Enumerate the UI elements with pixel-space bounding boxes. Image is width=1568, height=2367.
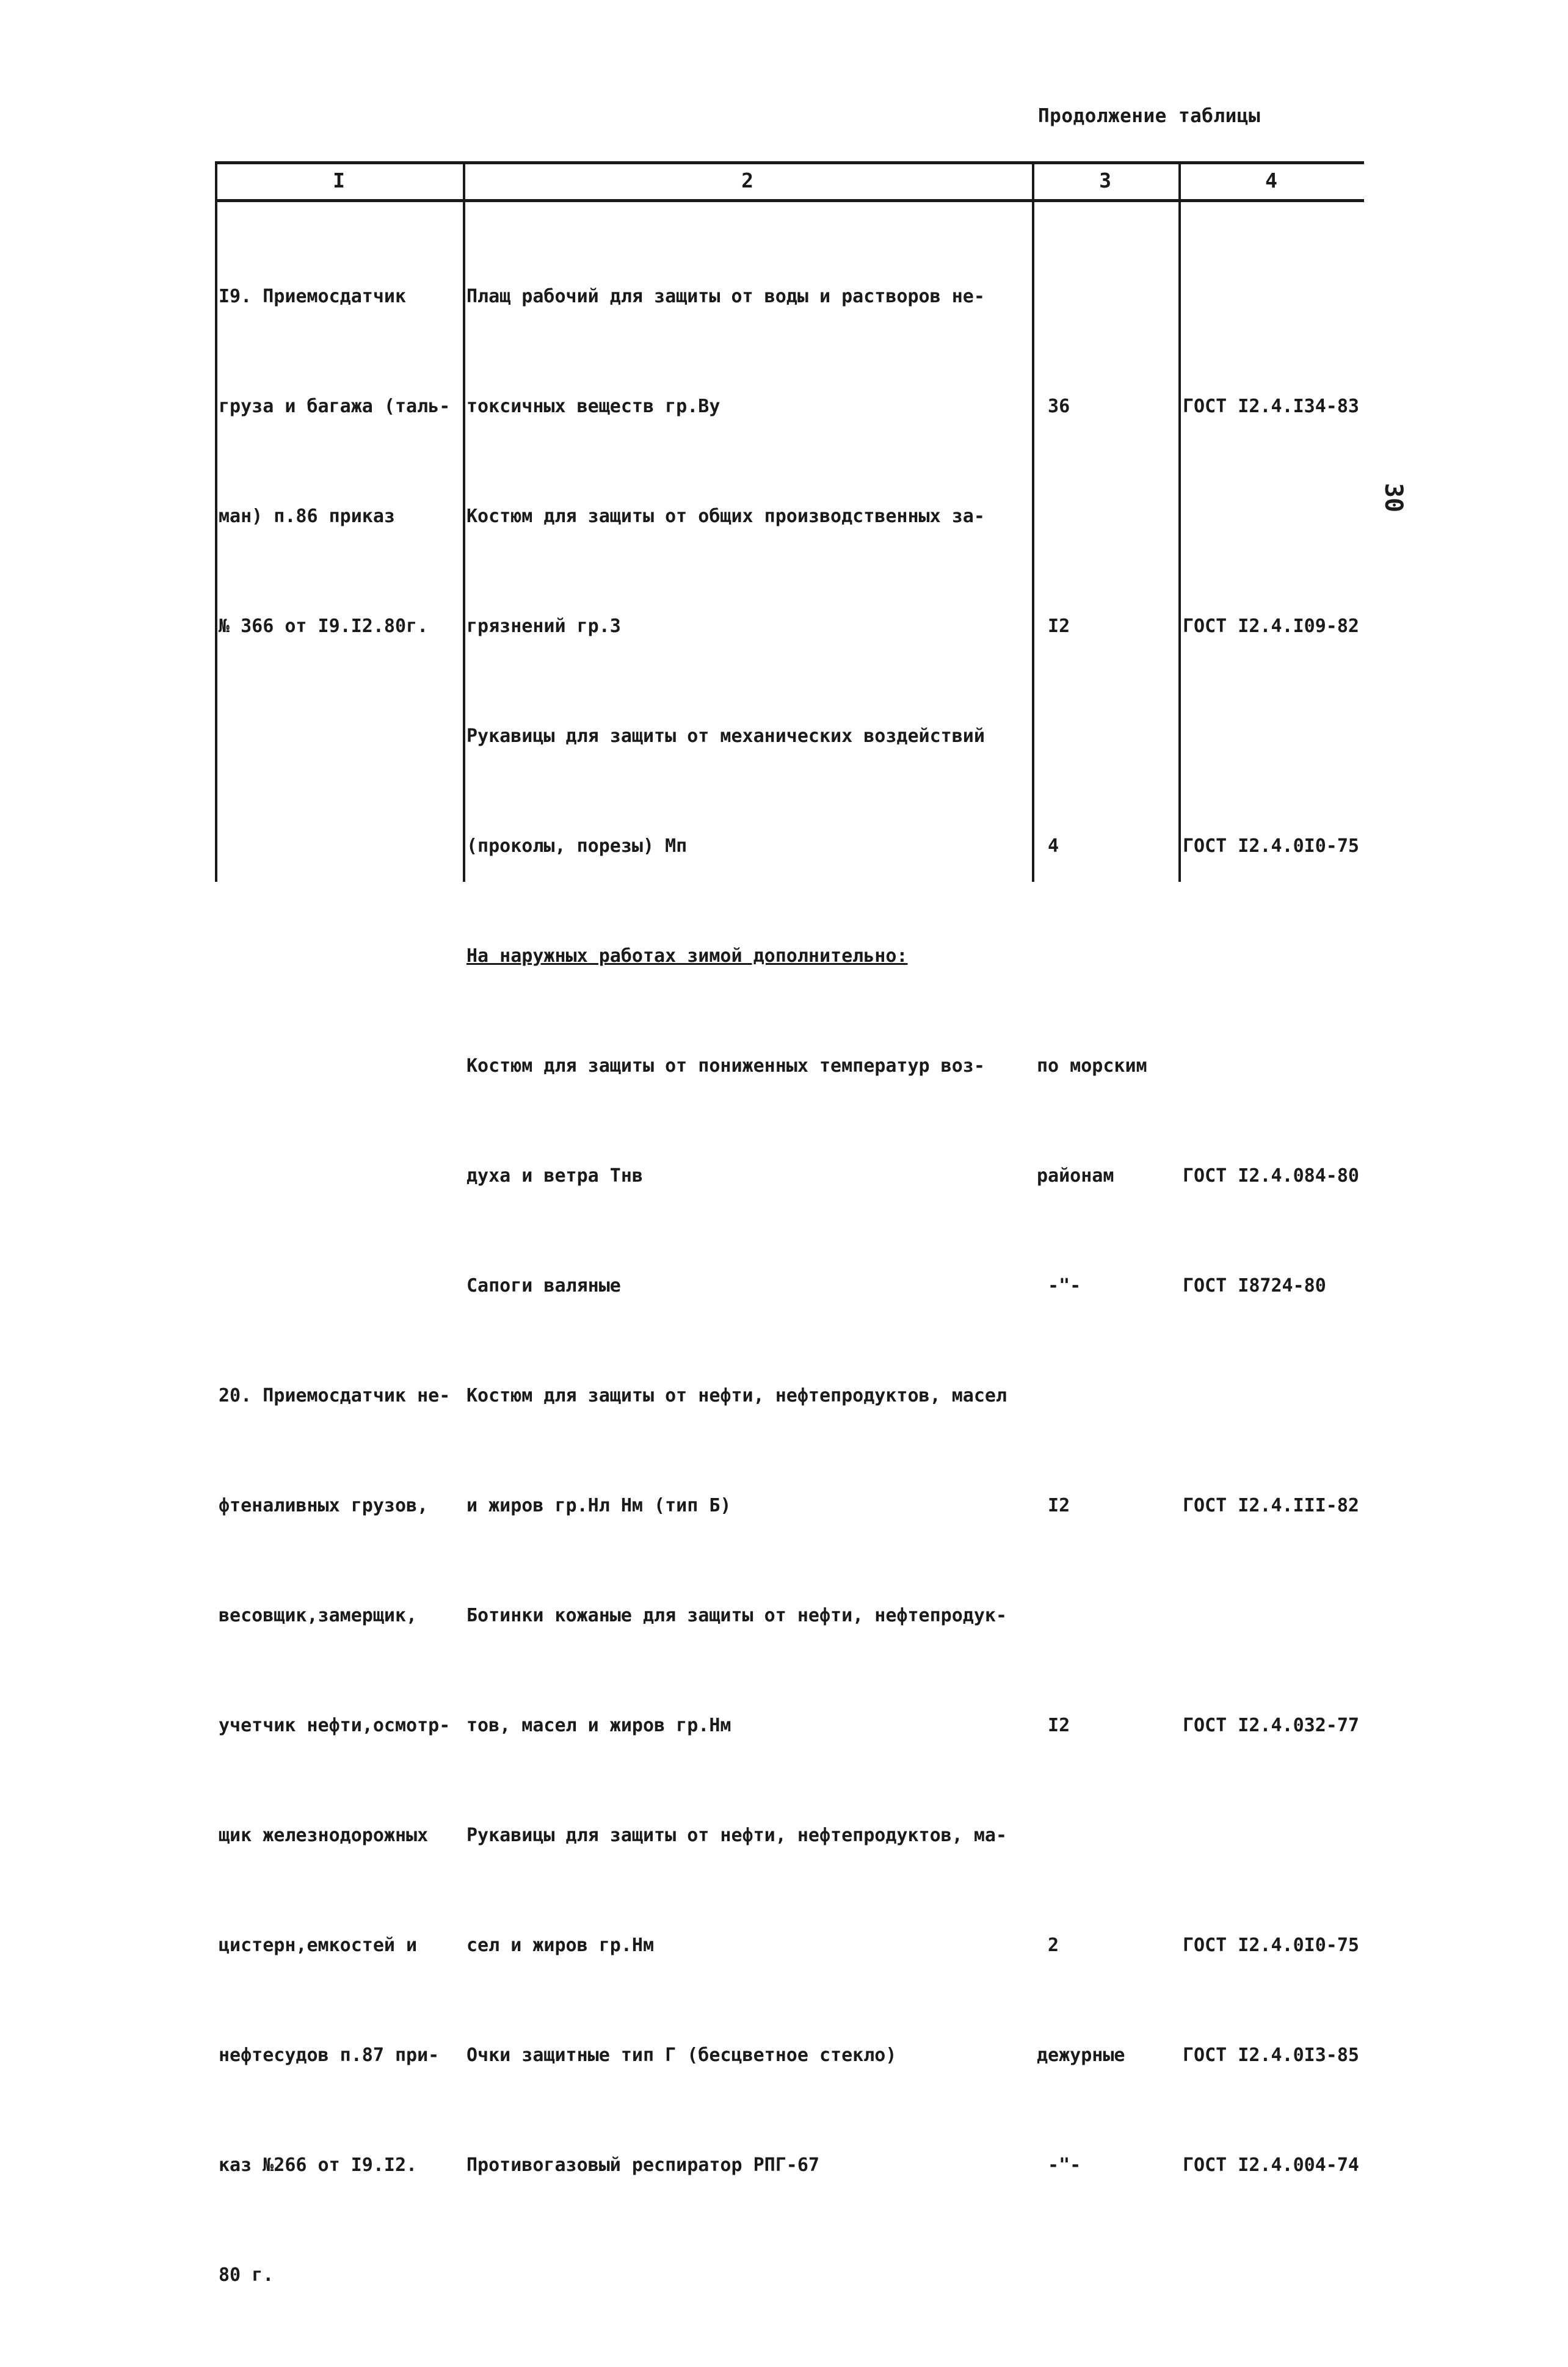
profession-line: 20. Приемосдатчик не- — [219, 1385, 451, 1406]
col-divider-left — [215, 161, 217, 882]
term-line — [1037, 498, 1147, 535]
term-line — [1037, 718, 1147, 755]
profession-line — [219, 718, 450, 755]
term-line — [1037, 1598, 1147, 1634]
term-line: 36 — [1037, 396, 1070, 417]
term-line: I2 — [1037, 616, 1070, 637]
equipment-line: Костюм для защиты от пониженных температур воз- — [466, 1055, 985, 1077]
profession-line: 80 г. — [219, 2264, 274, 2286]
standard-line: ГОСТ I2.4.0I0-75 — [1183, 1935, 1359, 1956]
standard-line — [1183, 1048, 1359, 1085]
standard-line — [1183, 718, 1359, 755]
header-bottom-rule — [215, 199, 1364, 202]
standard-line: ГОСТ I2.4.032-77 — [1183, 1715, 1359, 1736]
standard-line — [1183, 1598, 1359, 1634]
term-line — [1037, 938, 1147, 975]
equipment-line: Сапоги валяные — [466, 1275, 621, 1296]
standard-line: ГОСТ I8724-80 — [1183, 1275, 1326, 1296]
profession-line: ман) п.86 приказ — [219, 506, 395, 527]
standard-line: ГОСТ I2.4.0I3-85 — [1183, 2045, 1359, 2066]
equipment-line: и жиров гр.Нл Нм (тип Б) — [466, 1495, 731, 1516]
standard-line: ГОСТ I2.4.0I0-75 — [1183, 835, 1359, 857]
col-protective-equipment — [466, 205, 1007, 2367]
profession-line: весовщик,замерщик, — [219, 1605, 418, 1626]
standard-line: ГОСТ I2.4.III-82 — [1183, 1495, 1359, 1516]
profession-line — [219, 1158, 450, 1194]
header-col-2: 2 — [741, 169, 753, 192]
term-line — [1037, 278, 1147, 315]
standard-line — [1183, 278, 1359, 315]
standard-line — [1183, 2257, 1359, 2294]
profession-line: фтеналивных грузов, — [219, 1495, 429, 1516]
equipment-line: Рукавицы для защиты от механических воздействий — [466, 725, 985, 747]
standard-line — [1183, 938, 1359, 975]
term-line — [1037, 2257, 1147, 2294]
col-divider-2-3 — [1032, 161, 1034, 882]
standard-line — [1183, 1378, 1359, 1414]
header-col-1: I — [333, 169, 345, 192]
equipment-line: Ботинки кожаные для защиты от нефти, нефтепродук- — [466, 1605, 1007, 1626]
equipment-line: (проколы, порезы) Мп — [466, 835, 688, 857]
equipment-line: Рукавицы для защиты от нефти, нефтепродуктов, ма- — [466, 1825, 1007, 1846]
equipment-line: духа и ветра Тнв — [466, 1165, 643, 1187]
term-line: I2 — [1037, 1495, 1070, 1516]
equipment-line — [466, 2257, 1007, 2294]
term-line: 2 — [1037, 1935, 1059, 1956]
page-number: 30 — [1379, 482, 1408, 513]
continuation-label: Продолжение таблицы — [1038, 105, 1261, 127]
term-line: 4 — [1037, 835, 1059, 857]
profession-line: № 366 от I9.I2.80г. — [219, 616, 429, 637]
term-line — [1037, 1378, 1147, 1414]
term-line: -"- — [1037, 1275, 1081, 1296]
profession-line — [219, 828, 450, 865]
profession-line: щик железнодорожных — [219, 1825, 429, 1846]
ppe-table — [215, 161, 1364, 2286]
col-divider-1-2 — [463, 161, 465, 882]
profession-line: цистерн,емкостей и — [219, 1935, 418, 1956]
term-line — [1037, 1817, 1147, 1854]
col-wear-term — [1037, 205, 1147, 2367]
standard-line: ГОСТ I2.4.004-74 — [1183, 2154, 1359, 2176]
profession-line: каз №266 от I9.I2. — [219, 2154, 418, 2176]
header-col-4: 4 — [1265, 169, 1277, 192]
standard-line: ГОСТ I2.4.084-80 — [1183, 1165, 1359, 1187]
profession-line — [219, 1268, 450, 1304]
equipment-line: сел и жиров гр.Нм — [466, 1935, 655, 1956]
profession-line — [219, 938, 450, 975]
term-line: -"- — [1037, 2154, 1081, 2176]
equipment-line: Очки защитные тип Г (бесцветное стекло) — [466, 2045, 897, 2066]
equipment-line: тов, масел и жиров гр.Нм — [466, 1715, 731, 1736]
standard-line: ГОСТ I2.4.I09-82 — [1183, 616, 1359, 637]
standard-line — [1183, 1817, 1359, 1854]
equipment-line: Костюм для защиты от нефти, нефтепродуктов, масел — [466, 1385, 1007, 1406]
term-line: по морским — [1037, 1055, 1147, 1077]
equipment-line: токсичных веществ гр.Ву — [466, 396, 720, 417]
table-top-rule — [215, 161, 1364, 164]
header-col-3: 3 — [1099, 169, 1111, 192]
profession-line: груза и багажа (таль- — [219, 396, 451, 417]
profession-line: I9. Приемосдатчик — [219, 286, 407, 307]
equipment-line: Противогазовый респиратор РПГ-67 — [466, 2154, 819, 2176]
standard-line: ГОСТ I2.4.I34-83 — [1183, 396, 1359, 417]
term-line: районам — [1037, 1165, 1114, 1187]
term-line: I2 — [1037, 1715, 1070, 1736]
profession-line: учетчик нефти,осмотр- — [219, 1715, 451, 1736]
term-line: дежурные — [1037, 2045, 1125, 2066]
col-profession — [219, 205, 450, 2367]
equipment-line: Плащ рабочий для защиты от воды и растворов не- — [466, 286, 985, 307]
profession-line — [219, 1048, 450, 1085]
standard-line — [1183, 498, 1359, 535]
col-divider-3-4 — [1178, 161, 1181, 882]
equipment-line: Костюм для защиты от общих производственных за- — [466, 506, 985, 527]
col-standard — [1183, 205, 1359, 2367]
equipment-line: грязнений гр.З — [466, 616, 621, 637]
profession-line: нефтесудов п.87 при- — [219, 2045, 440, 2066]
winter-additional-heading: На наружных работах зимой дополнительно: — [466, 945, 908, 967]
